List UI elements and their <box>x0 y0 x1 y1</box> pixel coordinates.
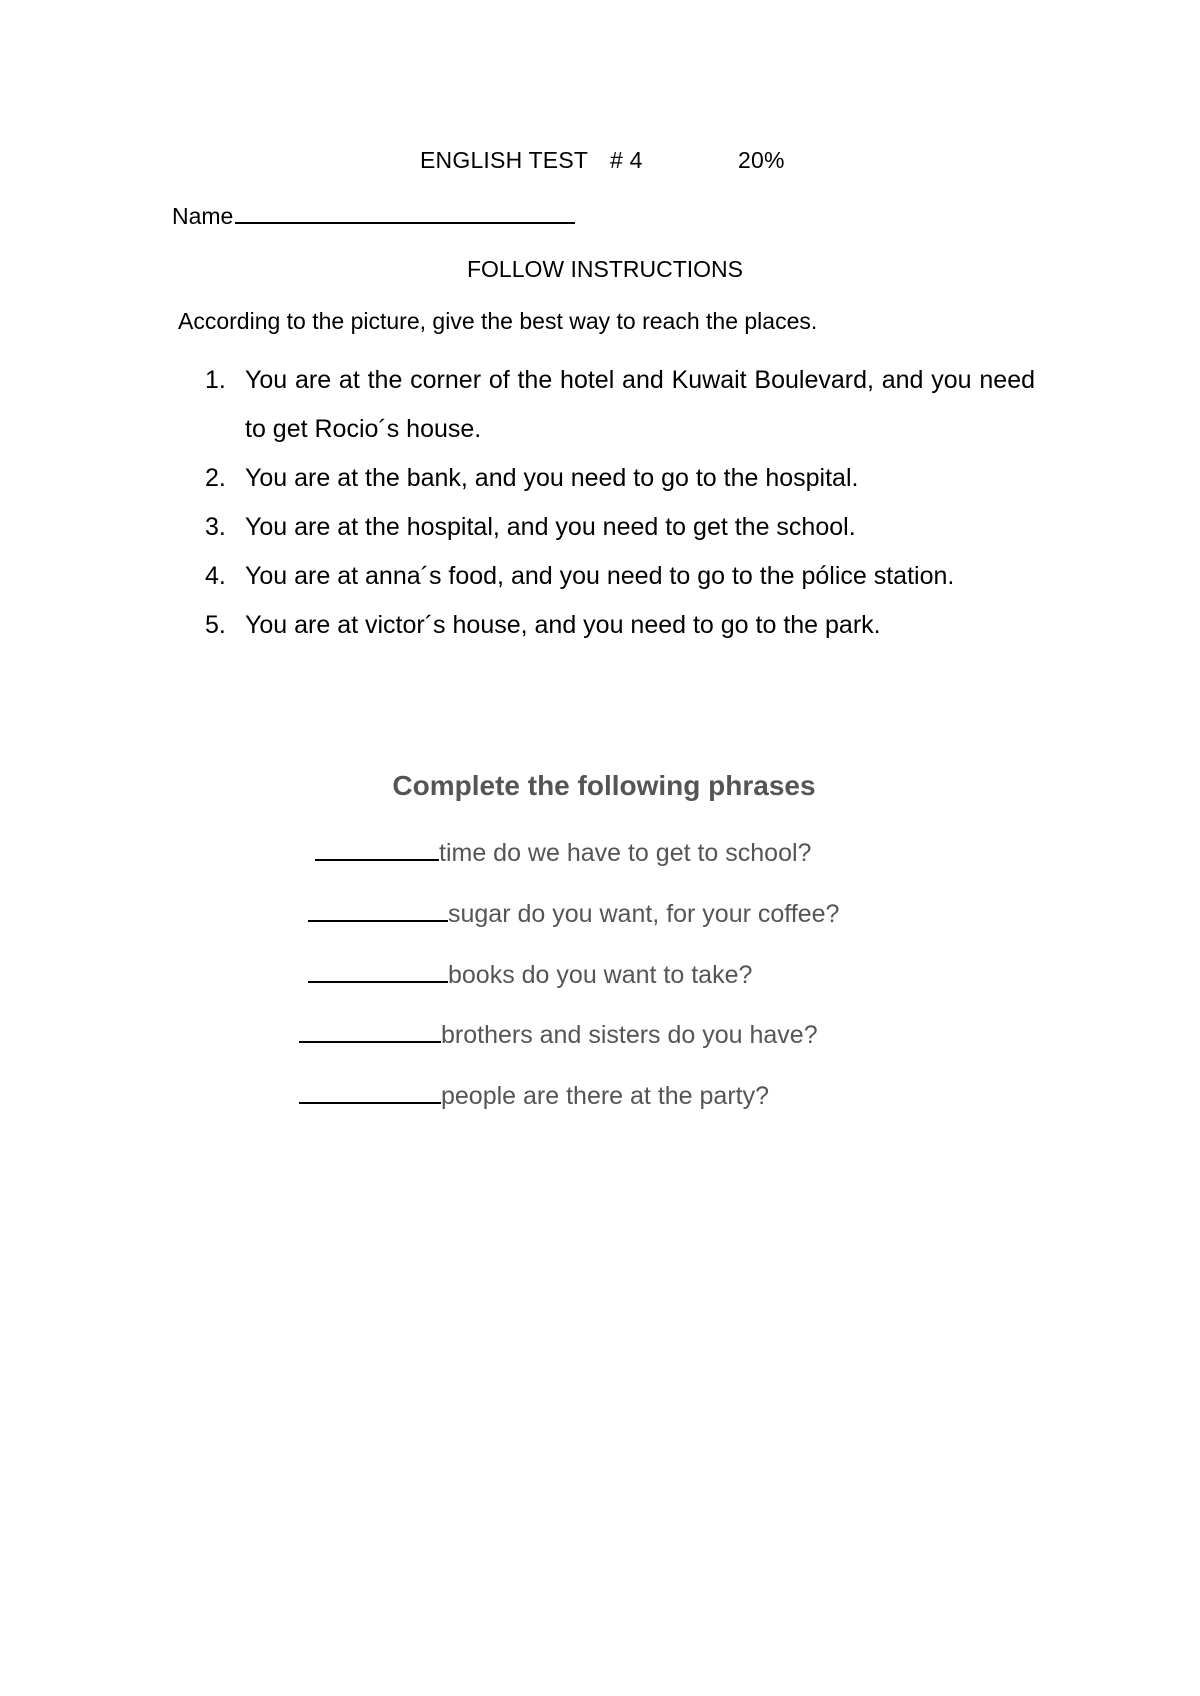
question-text: You are at the hospital, and you need to get the school. <box>245 513 856 541</box>
complete-phrases-text: Complete the following phrases <box>392 770 816 801</box>
phrase-blank <box>299 1080 441 1104</box>
name-field <box>172 202 575 230</box>
question-item <box>205 503 1035 552</box>
follow-instructions-text: FOLLOW INSTRUCTIONS <box>466 256 743 282</box>
phrase-blank <box>299 1019 441 1043</box>
name-blank <box>235 202 575 224</box>
phrase-item <box>308 898 839 929</box>
question-item <box>205 552 1035 601</box>
question-text: You are at anna´s food, and you need to go to the pólice station. <box>245 562 955 590</box>
phrase-blank <box>308 898 448 922</box>
phrase-item <box>299 1080 769 1111</box>
phrase-item <box>299 1019 818 1050</box>
question-text: You are at the corner of the hotel and Kuwait Boulevard, and you need to get Rocio´s house. <box>245 366 1035 443</box>
question-number: 3. <box>205 513 226 541</box>
phrase-text: books do you want to take? <box>448 961 753 989</box>
question-number: 1. <box>205 366 226 394</box>
question-text: You are at victor´s house, and you need to go to the park. <box>245 611 881 639</box>
phrase-text: time do we have to get to school? <box>439 839 812 867</box>
question-number: 4. <box>205 562 226 590</box>
phrase-text: people are there at the party? <box>441 1082 770 1110</box>
question-item <box>205 601 1035 650</box>
phrase-text: sugar do you want, for your coffee? <box>448 900 840 928</box>
phrase-blank <box>308 959 448 983</box>
question-number: 5. <box>205 611 226 639</box>
follow-instructions-heading <box>0 256 1200 283</box>
test-title: ENGLISH TEST <box>420 147 589 173</box>
question-list <box>205 356 1035 650</box>
phrase-item <box>315 837 811 868</box>
question-item <box>205 454 1035 503</box>
name-label: Name <box>172 203 234 229</box>
question-item <box>205 356 1035 454</box>
complete-phrases-heading <box>0 770 1200 802</box>
phrase-item <box>308 959 752 990</box>
question-number: 2. <box>205 464 226 492</box>
test-number: # 4 <box>610 147 643 173</box>
test-weight: 20% <box>738 147 785 173</box>
instruction-text: According to the picture, give the best way to reach the places. <box>178 308 818 334</box>
phrase-blank <box>315 837 439 861</box>
question-text: You are at the bank, and you need to go to the hospital. <box>245 464 859 492</box>
phrase-text: brothers and sisters do you have? <box>441 1021 818 1049</box>
